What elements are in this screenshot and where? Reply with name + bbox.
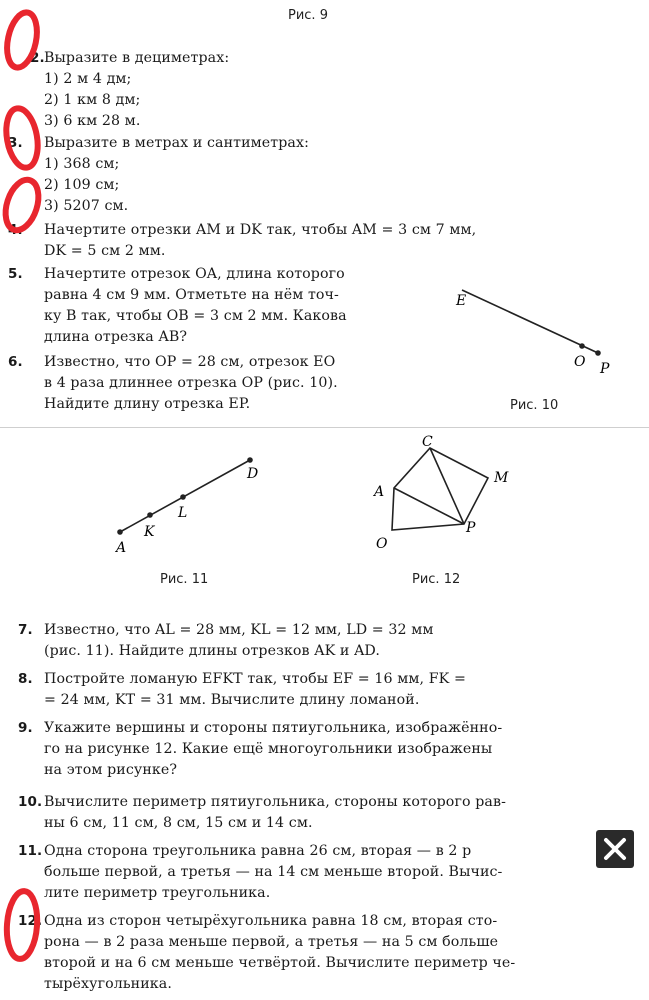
label-d: D <box>247 466 259 482</box>
problem-text: Начертите отрезок OA, длина которого <box>44 266 345 282</box>
label-m: M <box>494 470 509 486</box>
problem-text: Известно, что AL = 28 мм, KL = 12 мм, LD = 32 мм <box>44 622 434 638</box>
problem-text: Известно, что OP = 28 см, отрезок EO <box>44 354 336 370</box>
problem-line: в 4 раза длиннее отрезка OP (рис. 10). <box>44 375 338 391</box>
problem-number: 6. <box>8 354 23 370</box>
label-a: A <box>116 540 127 556</box>
problem-line: го на рисунке 12. Какие ещё многоугольники изображены <box>44 741 493 757</box>
label-k: K <box>144 524 155 540</box>
problem-line: 3) 6 км 28 м. <box>44 113 141 129</box>
problem-line: (рис. 11). Найдите длины отрезков AK и AD. <box>44 643 380 659</box>
problem-number: 10. <box>18 794 43 810</box>
problem-line: тырёхугольника. <box>44 976 172 992</box>
red-circle-mark <box>5 890 40 960</box>
problem-line: на этом рисунке? <box>44 762 178 778</box>
problem-line: второй и на 6 см меньше четвёртой. Вычислите периметр че- <box>44 955 516 971</box>
problem-text: Выразите в метрах и сантиметрах: <box>44 135 309 151</box>
label-p: P <box>466 520 476 536</box>
problem-line: = 24 мм, KT = 31 мм. Вычислите длину ломаной. <box>44 692 420 708</box>
problem-line: длина отрезка AB? <box>44 329 188 345</box>
problem-number: 5. <box>8 266 23 282</box>
problem-text: Начертите отрезки AM и DK так, чтобы AM = 3 см 7 мм, <box>44 222 477 238</box>
label-e: E <box>456 293 467 309</box>
problem-number: 9. <box>18 720 33 736</box>
problem-line: равна 4 см 9 мм. Отметьте на нём точ- <box>44 287 339 303</box>
problem-number: 7. <box>18 622 33 638</box>
label-c: C <box>422 434 433 450</box>
problem-line: 1) 368 см; <box>44 156 120 172</box>
problem-line: больше первой, а третья — на 14 см меньше второй. Вычис- <box>44 864 503 880</box>
problem-line: Найдите длину отрезка EP. <box>44 396 251 412</box>
problem-number: 4. <box>8 222 23 238</box>
close-button[interactable] <box>596 830 634 868</box>
problem-line: 1) 2 м 4 дм; <box>44 71 132 87</box>
problem-text: Постройте ломаную EFKT так, чтобы EF = 16 мм, FK = <box>44 671 466 687</box>
label-o: O <box>376 536 388 552</box>
label-l: L <box>178 505 188 521</box>
figure-12-caption: Рис. 12 <box>412 572 461 587</box>
problem-number: 2. <box>30 50 45 66</box>
red-circle-mark <box>2 106 42 170</box>
problem-line: 2) 109 см; <box>44 177 120 193</box>
label-a: A <box>374 484 385 500</box>
red-circle-mark <box>0 176 44 235</box>
problem-text: Выразите в дециметрах: <box>44 50 230 66</box>
problem-number: 8. <box>18 671 33 687</box>
problem-line: лите периметр треугольника. <box>44 885 271 901</box>
red-circle-mark <box>2 10 41 71</box>
label-p: P <box>600 361 610 377</box>
problem-number: 3. <box>8 135 23 151</box>
problem-line: рона — в 2 раза меньше первой, а третья — на 5 см больше <box>44 934 499 950</box>
problem-line: 2) 1 км 8 дм; <box>44 92 141 108</box>
problem-number: 11. <box>18 843 43 859</box>
problem-text: Одна сторона треугольника равна 26 см, вторая — в 2 р <box>44 843 472 859</box>
problem-line: ны 6 см, 11 см, 8 см, 15 см и 14 см. <box>44 815 313 831</box>
problem-text: Укажите вершины и стороны пятиугольника, изображённо- <box>44 720 503 736</box>
figure-11-caption: Рис. 11 <box>160 572 209 587</box>
problem-line: ку B так, чтобы OB = 3 см 2 мм. Какова <box>44 308 347 324</box>
figure-9-caption: Рис. 9 <box>288 8 328 23</box>
problem-text: Одна из сторон четырёхугольника равна 18 см, вторая сто- <box>44 913 498 929</box>
problem-line: 3) 5207 см. <box>44 198 129 214</box>
label-o: O <box>574 354 586 370</box>
problem-line: DK = 5 см 2 мм. <box>44 243 166 259</box>
close-icon <box>602 836 628 862</box>
problem-number: 12. <box>18 913 43 929</box>
figure-10-caption: Рис. 10 <box>510 398 559 413</box>
problem-text: Вычислите периметр пятиугольника, стороны которого рав- <box>44 794 506 810</box>
